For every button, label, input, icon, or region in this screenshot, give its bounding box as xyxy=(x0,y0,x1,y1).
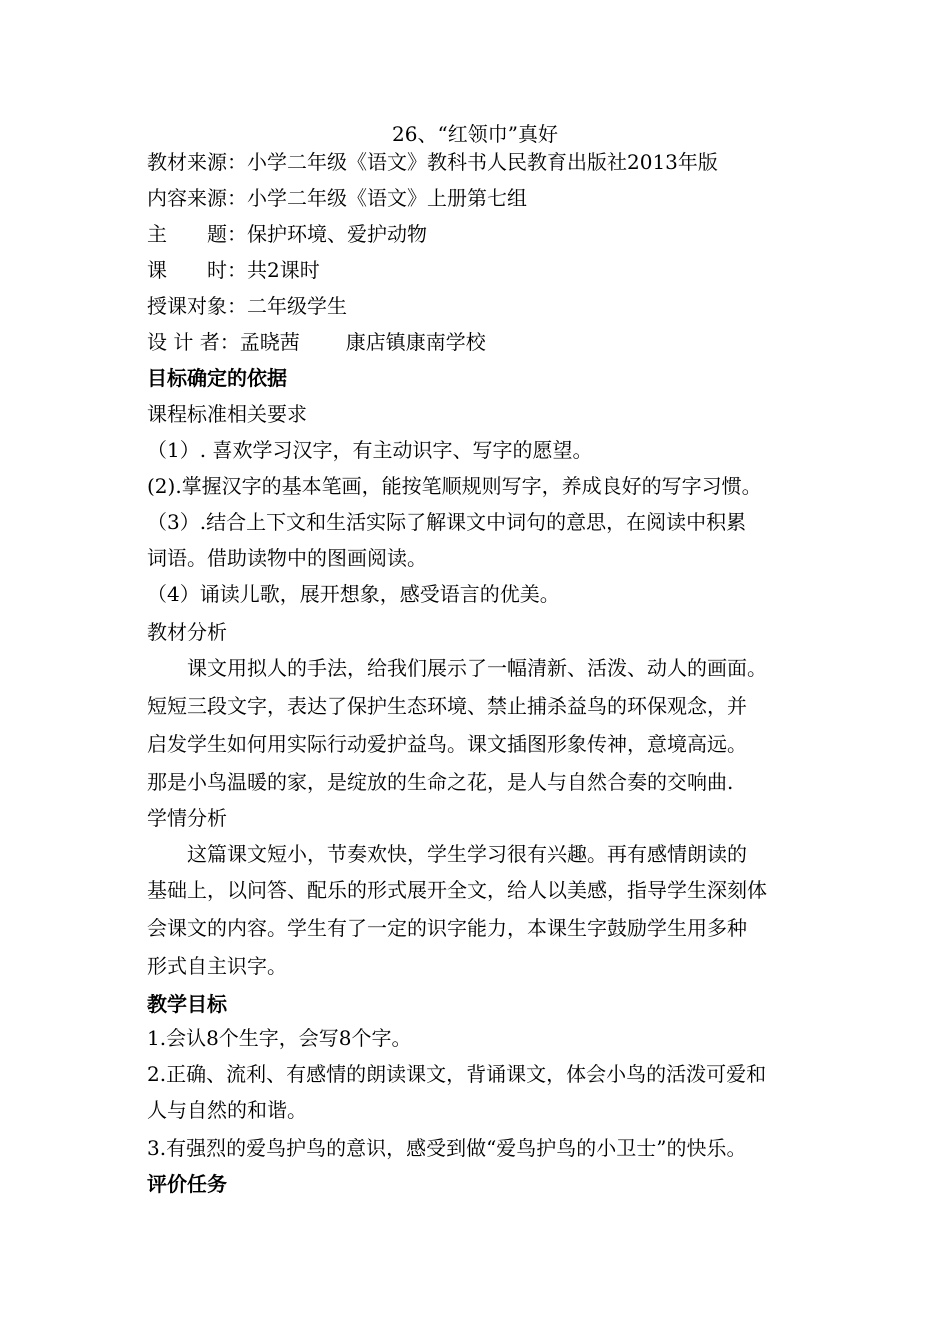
evaluation-heading: 评价任务 xyxy=(147,1172,227,1196)
content-row xyxy=(147,184,527,212)
topic-row xyxy=(147,220,427,248)
requirement-3-line-1: （3）.结合上下文和生活实际了解课文中词句的意思，在阅读中积累 xyxy=(147,510,747,534)
requirement-3-line-2: 词语。借助读物中的图画阅读。 xyxy=(147,546,427,570)
analysis-line-2: 短短三段文字，表达了保护生态环境、禁止捕杀益鸟的环保观念，并 xyxy=(147,694,747,718)
goal-2-line-1: 2.正确、流利、有感情的朗读课文，背诵课文，体会小鸟的活泼可爱和 xyxy=(147,1062,767,1086)
goal-1: 1.会认8个生字，会写8个字。 xyxy=(147,1026,412,1050)
learning-line-4: 形式自主识字。 xyxy=(147,954,287,978)
learning-line-3: 会课文的内容。学生有了一定的识字能力，本课生字鼓励学生用多种 xyxy=(147,916,747,940)
goal-3: 3.有强烈的爱鸟护鸟的意识，感受到做“爱鸟护鸟的小卫士”的快乐。 xyxy=(147,1136,747,1160)
content-value: 小学二年级《语文》上册第七组 xyxy=(247,186,527,210)
standard-heading: 课程标准相关要求 xyxy=(147,402,307,426)
requirement-4: （4）诵读儿歌，展开想象，感受语言的优美。 xyxy=(147,582,560,606)
goals-heading: 教学目标 xyxy=(147,992,227,1016)
designer-row xyxy=(147,328,486,356)
source-label: 教材来源： xyxy=(147,150,247,174)
designer-label: 设 计 者： xyxy=(147,330,240,354)
analysis-line-4: 那是小鸟温暖的家，是绽放的生命之花，是人与自然合奏的交响曲. xyxy=(147,770,734,794)
analysis-line-1: 课文用拟人的手法，给我们展示了一幅清新、活泼、动人的画面。 xyxy=(187,656,767,680)
audience-value: 二年级学生 xyxy=(247,294,347,318)
goal-2-line-2: 人与自然的和谐。 xyxy=(147,1098,307,1122)
learning-line-1: 这篇课文短小，节奏欢快，学生学习很有兴趣。再有感情朗读的 xyxy=(187,842,747,866)
content-label: 内容来源： xyxy=(147,186,247,210)
learning-line-2: 基础上，以问答、配乐的形式展开全文，给人以美感，指导学生深刻体 xyxy=(147,878,767,902)
topic-label: 主 题： xyxy=(147,222,247,246)
audience-label: 授课对象： xyxy=(147,294,247,318)
analysis-heading: 教材分析 xyxy=(147,620,227,644)
requirement-1: （1）. 喜欢学习汉字，有主动识字、写字的愿望。 xyxy=(147,438,593,462)
basis-heading: 目标确定的依据 xyxy=(147,366,287,390)
learning-heading: 学情分析 xyxy=(147,806,227,830)
page-title: 26、“红领巾”真好 xyxy=(392,122,558,146)
analysis-line-3: 启发学生如何用实际行动爱护益鸟。课文插图形象传神，意境高远。 xyxy=(147,732,747,756)
hours-label: 课 时： xyxy=(147,258,247,282)
hours-value: 共2课时 xyxy=(247,258,320,282)
designer-school: 康店镇康南学校 xyxy=(345,330,486,354)
topic-value: 保护环境、爱护动物 xyxy=(247,222,427,246)
requirement-2: (2).掌握汉字的基本笔画，能按笔顺规则写字，养成良好的写字习惯。 xyxy=(147,474,762,498)
source-value: 小学二年级《语文》教科书人民教育出版社2013年版 xyxy=(247,150,718,174)
hours-row xyxy=(147,256,320,284)
designer-name: 孟晓茜 xyxy=(239,330,300,354)
source-row xyxy=(147,148,718,176)
audience-row xyxy=(147,292,347,320)
